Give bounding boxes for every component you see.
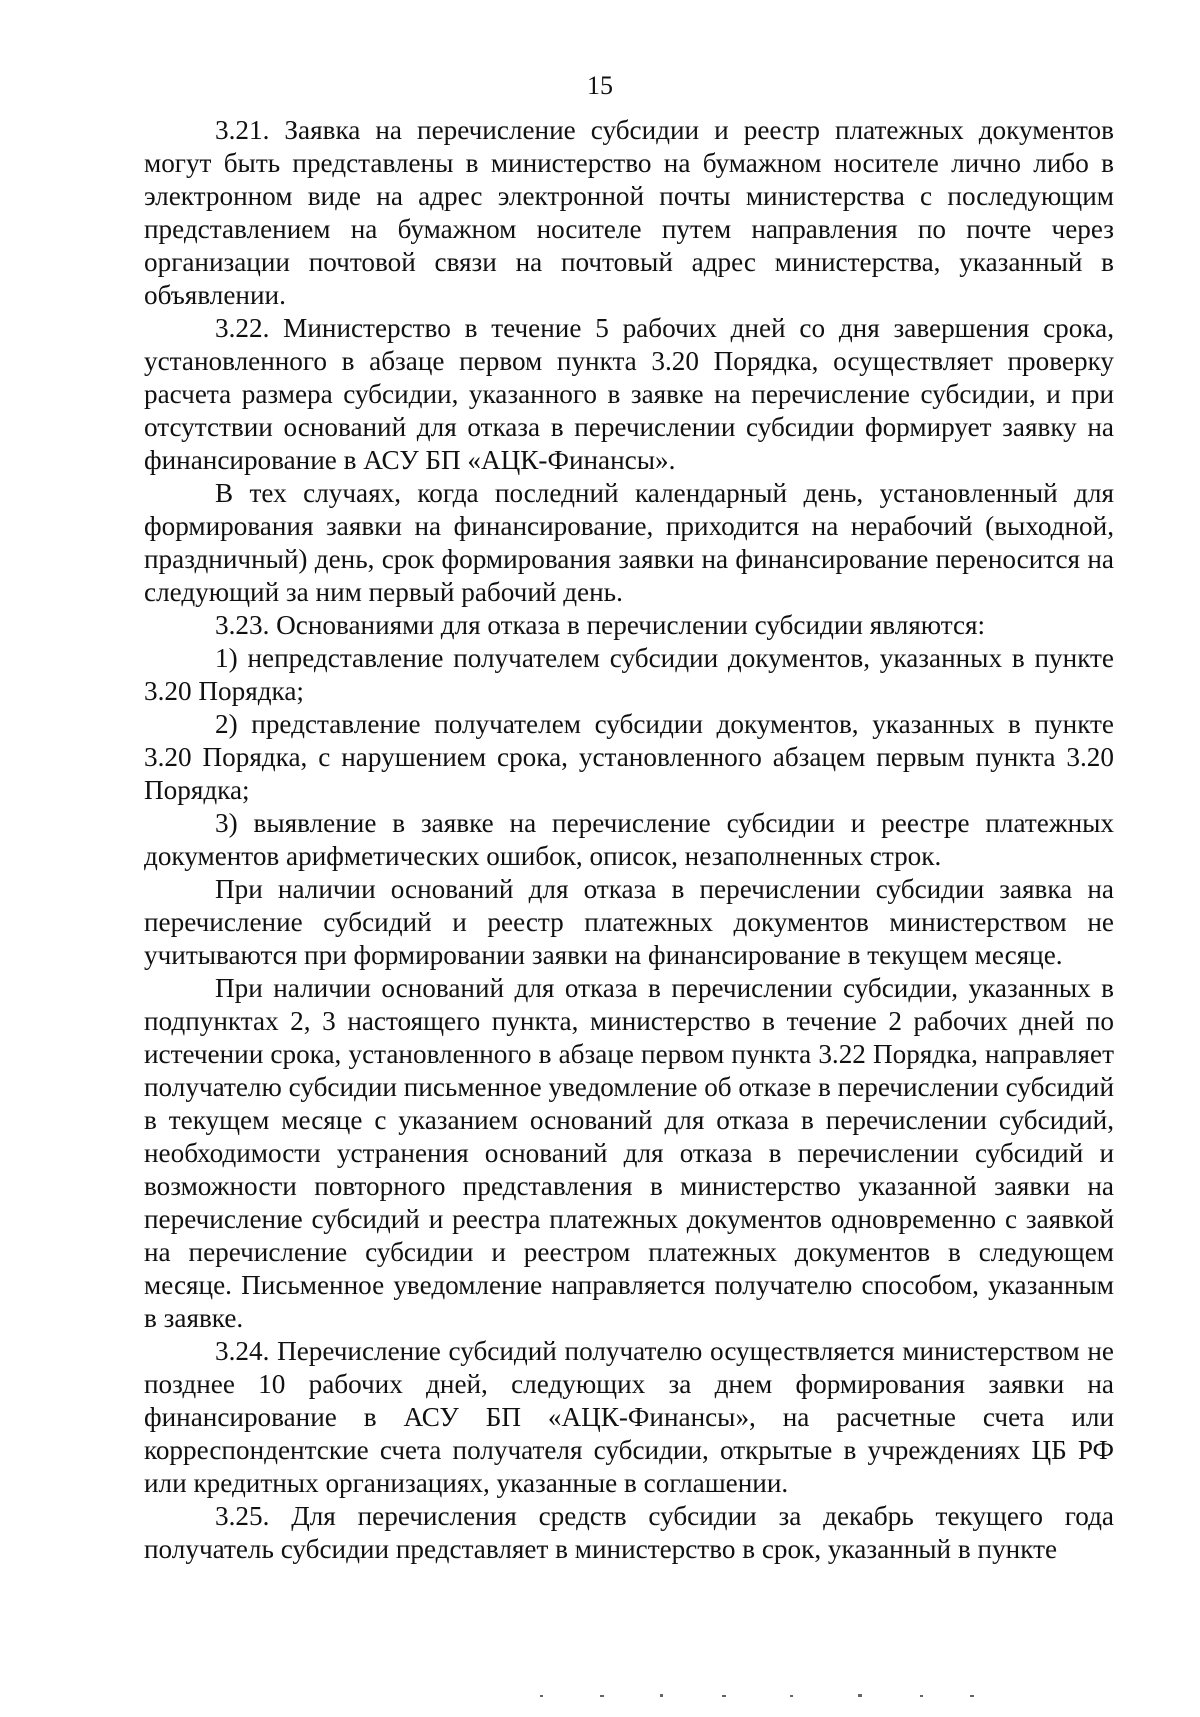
page-number: 15	[587, 71, 613, 100]
scan-artifact	[540, 1693, 980, 1699]
paragraph-reason-3: 3) выявление в заявке на перечисление субсидии и реестре платежных документов арифметических ошибок, описок, незаполненных строк.	[144, 808, 1114, 871]
paragraph-deadline-transfer: В тех случаях, когда последний календарный день, установленный для формирования заявки на финансирование, приходится на нерабочий (выходной, праздничный) день, срок формирования заявки на финансирование переносится на следующий за ним первый рабочий день.	[144, 478, 1114, 607]
paragraph-refusal-notice: При наличии оснований для отказа в перечислении субсидии, указанных в подпунктах 2, 3 настоящего пункта, министерство в течение 2 рабочих дней по истечении срока, установленного в абзаце первом пункта 3.22 Порядка, направляет получателю субсидии письменное уведомление об отказе в перечислении субсидий в текущем месяце с указанием оснований для отказа в перечислении субсидий, необходимости устранения оснований для отказа в перечислении субсидий и возможности повторного представления в министерство указанной заявки на перечисление субсидий и реестра платежных документов одновременно с заявкой на перечисление субсидии и реестром платежных документов в следующем месяце. Письменное уведомление направляется получателю способом, указанным в заявке.	[144, 973, 1114, 1333]
document-body	[144, 114, 1114, 1566]
paragraph-3-22: 3.22. Министерство в течение 5 рабочих дней со дня завершения срока, установленного в абзаце первом пункта 3.20 Порядка, осуществляет проверку расчета размера субсидии, указанного в заявке на перечисление субсидии, и при отсутствии оснований для отказа в перечислении субсидии формирует заявку на финансирование в АСУ БП «АЦК-Финансы».	[144, 313, 1114, 475]
paragraph-3-24: 3.24. Перечисление субсидий получателю осуществляется министерством не позднее 10 рабочих дней, следующих за днем формирования заявки на финансирование в АСУ БП «АЦК-Финансы», на расчетные счета или корреспондентские счета получателя субсидии, открытые в учреждениях ЦБ РФ или кредитных организациях, указанные в соглашении.	[144, 1336, 1114, 1498]
paragraph-reason-1: 1) непредставление получателем субсидии документов, указанных в пункте 3.20 Порядка;	[144, 643, 1114, 706]
paragraph-3-21: 3.21. Заявка на перечисление субсидии и реестр платежных документов могут быть представлены в министерство на бумажном носителе лично либо в электронном виде на адрес электронной почты министерства с последующим представлением на бумажном носителе путем направления по почте через организации почтовой связи на почтовый адрес министерства, указанный в объявлении.	[144, 115, 1114, 310]
paragraph-3-23: 3.23. Основаниями для отказа в перечислении субсидии являются:	[215, 610, 986, 640]
paragraph-reason-2: 2) представление получателем субсидии документов, указанных в пункте 3.20 Порядка, с нарушением срока, установленного абзацем первым пункта 3.20 Порядка;	[144, 709, 1114, 805]
paragraph-3-25: 3.25. Для перечисления средств субсидии за декабрь текущего года получатель субсидии представляет в министерство в срок, указанный в пункте	[144, 1501, 1114, 1564]
paragraph-refusal-effect: При наличии оснований для отказа в перечислении субсидии заявка на перечисление субсидий и реестр платежных документов министерством не учитываются при формировании заявки на финансирование в текущем месяце.	[144, 874, 1114, 970]
